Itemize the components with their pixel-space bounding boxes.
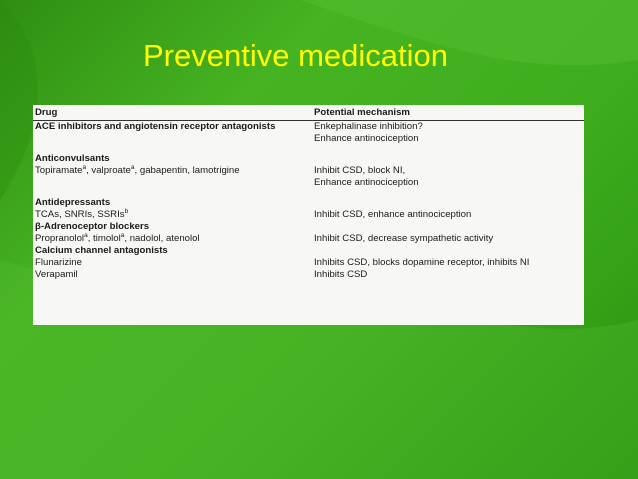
mechanism-line: Inhibit CSD, decrease sympathetic activity [314,233,494,244]
drug-list: Flunarizine [35,257,82,268]
mechanism-cell [314,133,584,145]
category-beta-blockers: β-Adrenoceptor blockers [35,221,150,232]
mechanism-cell [314,209,584,221]
mechanism-line: Enhance antinociception [314,177,419,188]
table-row [33,257,584,269]
table-header-row [33,105,584,121]
table-row [33,165,584,177]
category-antidepressants: Antidepressants [35,197,111,208]
table-row [33,245,584,257]
drug-list: Verapamil [35,269,78,280]
slide-title: Preventive medication [143,38,448,73]
mechanism-cell [314,257,584,269]
drug-list: Topiramate$^a$, valproate$^a$, gabapentin, lamotrigine [35,163,240,176]
mechanism-line: Enhance antinociception [314,133,419,144]
drug-list: TCAs, SNRIs, SSRIs$^b$ [35,207,129,220]
table-row [33,177,584,189]
table-row [33,121,584,134]
table-row [33,197,584,209]
table-row [33,209,584,221]
mechanism-line: Inhibit CSD, block NI, [314,165,406,176]
table-row [33,153,584,165]
mechanism-cell [314,165,584,177]
mechanism-line: Inhibits CSD, blocks dopamine receptor, inhibits NI [314,257,530,268]
mechanism-line: Inhibit CSD, enhance antinociception [314,209,472,220]
table-row [33,233,584,245]
mechanism-cell [314,269,584,281]
header-drug: Drug [33,105,314,121]
table-row [33,133,584,145]
table-row [33,221,584,233]
mechanism-cell [314,233,584,245]
category-calcium-channel: Calcium channel antagonists [35,245,168,256]
mechanism-cell [314,121,584,134]
medication-table [33,105,584,325]
mechanism-cell [314,177,584,189]
category-ace: ACE inhibitors and angiotensin receptor antagonists [35,121,276,132]
drug-list: Propranolol$^a$, timolol$^a$, nadolol, atenolol [35,231,200,244]
category-anticonvulsants: Anticonvulsants [35,153,110,164]
mechanism-line: Enkephalinase inhibition? [314,121,423,132]
table [33,105,584,281]
table-row [33,269,584,281]
header-mechanism: Potential mechanism [314,105,584,121]
mechanism-line: Inhibits CSD [314,269,368,280]
